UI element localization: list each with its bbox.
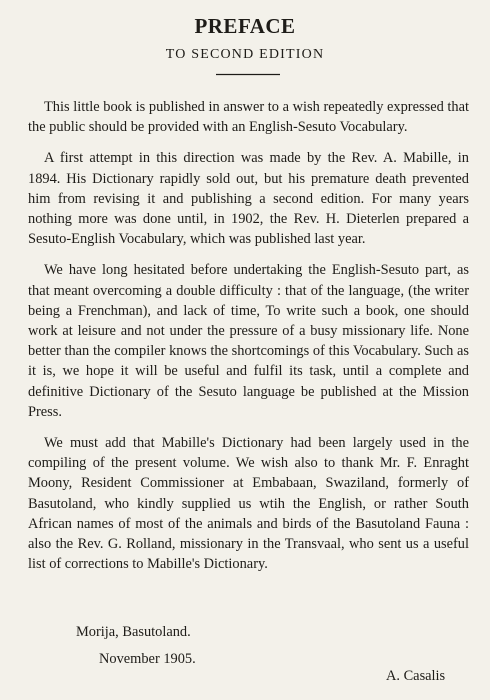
signature-date: November 1905.	[99, 651, 196, 667]
page-title: PREFACE	[194, 14, 296, 38]
paragraph-4: We must add that Mabille's Dictionary had been largely used in the compiling of the present volume. We wish also to thank Mr. F. Enraght Moony, Resident Commissioner at Embabaan, Swaziland, formerly of Basutoland, who kindly supplied us wtih the English, or rather South African names of most of the animals and birds of the Basutoland Fauna : also the Rev. G. Rolland, missionary in the Transvaal, who sent us a useful list of corrections to Mabille's Dictionary.	[28, 435, 469, 573]
preface-body	[28, 97, 469, 585]
signature-author: A. Casalis	[386, 668, 446, 684]
decorative-rule	[216, 73, 280, 76]
paragraph-1: This little book is published in answer to a wish repeatedly expressed that the public should be provided with an English-Sesuto Vocabulary.	[28, 99, 469, 136]
paragraph-3: We have long hesitated before undertaking the English-Sesuto part, as that meant overcoming a double difficulty : that of the language, (the writer being a Frenchman), and lack of time, To write such a book, one should work at leisure and not under the pressure of a busy missionary life. None better than the compiler knows the shortcomings of this Vocabulary. Such as it is, we hope it will be useful and fulfil its task, until a complete and definitive Dictionary of the Sesuto language be published at the Mission Press.	[28, 262, 469, 420]
paragraph-2: A first attempt in this direction was made by the Rev. A. Mabille, in 1894. His Dictionary rapidly sold out, but his premature death prevented him from revising it and publishing a second edition. For many years nothing more was done until, in 1902, the Rev. H. Dieterlen prepared a Sesuto-English Vocabulary, which was published last year.	[28, 150, 469, 248]
page-subtitle: TO SECOND EDITION	[165, 47, 325, 62]
signature-place: Morija, Basutoland.	[76, 624, 191, 640]
